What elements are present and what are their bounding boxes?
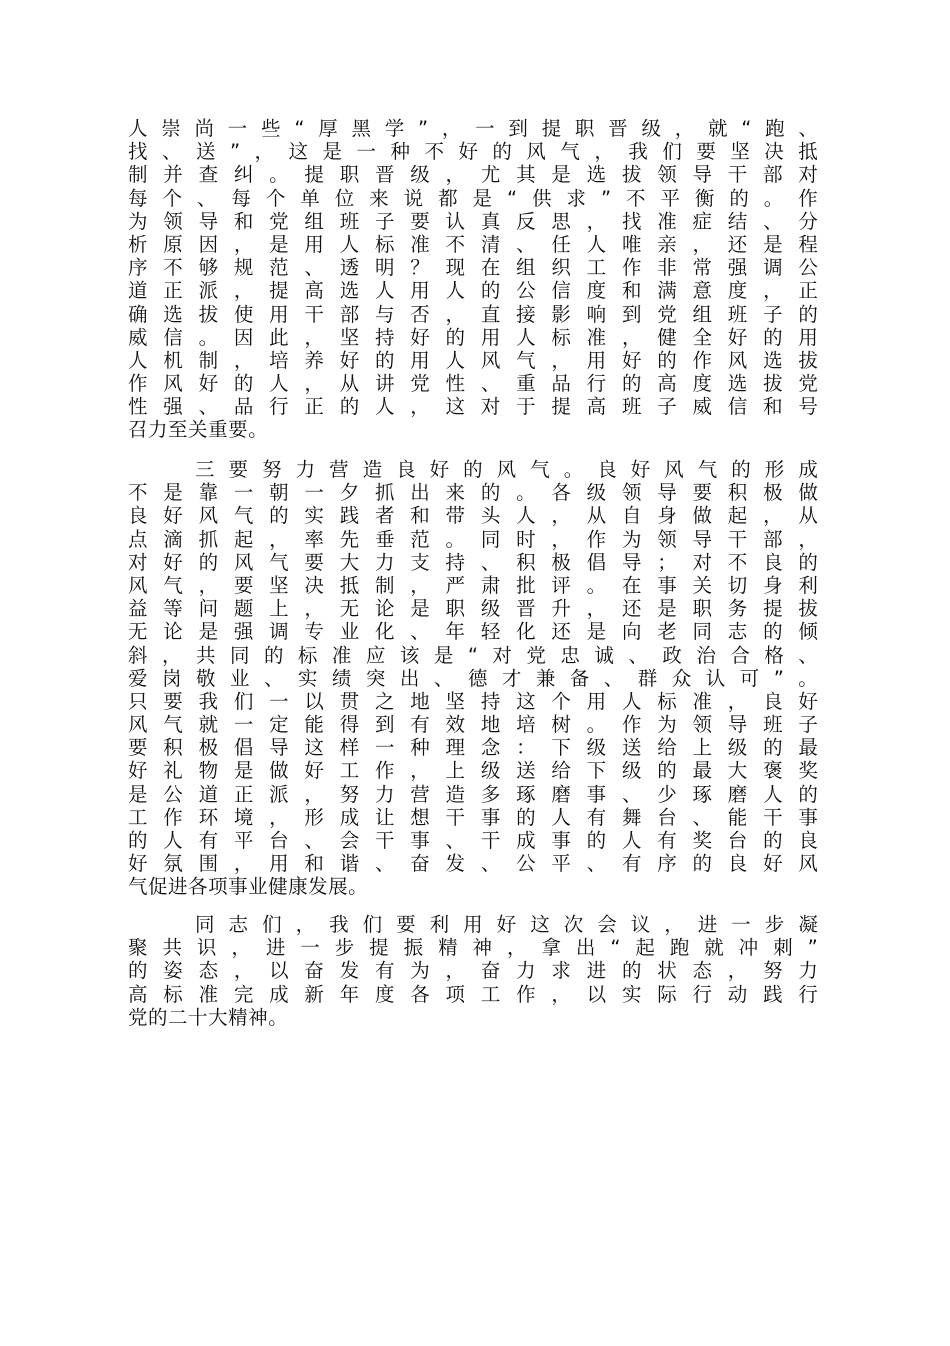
text-line: 威 信 。 因 此 ， 坚 持 好 的 用 人 标 准 ， 健 全 好 的 用 xyxy=(128,325,818,349)
text-line: 高 标 准 完 成 新 年 度 各 项 工 作 ， 以 实 际 行 动 践 行 xyxy=(128,982,818,1006)
paragraph-good-atmosphere xyxy=(128,458,818,899)
text-line: 同 志 们 ， 我 们 要 利 用 好 这 次 会 议 ， 进 一 步 凝 xyxy=(195,913,818,936)
text-line: 为 领 导 和 党 组 班 子 要 认 真 反 思 ， 找 准 症 结 、 分 xyxy=(128,209,818,233)
text-line: 好 氛 围 ， 用 和 谐 、 奋 发 、 公 平 、 有 序 的 良 好 风 xyxy=(128,852,818,876)
text-line: 人 机 制 ， 培 养 好 的 用 人 风 气 ， 用 好 的 作 风 选 拔 xyxy=(128,348,818,372)
text-line: 召 力 至 关 重 要 。 xyxy=(128,418,269,442)
text-line: 是 公 道 正 派 ， 努 力 营 造 多 琢 磨 事 、 少 琢 磨 人 的 xyxy=(128,782,818,806)
text-line: 聚 共 识 ， 进 一 步 提 振 精 神 ， 拿 出 “ 起 跑 就 冲 刺 ” xyxy=(128,936,818,960)
text-line: 序 不 够 规 范 、 透 明 ？ 现 在 组 织 工 作 非 常 强 调 公 xyxy=(128,256,818,280)
text-line: 人 崇 尚 一 些 “ 厚 黑 学 ” ， 一 到 提 职 晋 级 ， 就 “ 跑 、 xyxy=(128,117,818,140)
text-line: 风 气 ， 要 坚 决 抵 制 ， 严 肃 批 评 。 在 事 关 切 身 利 xyxy=(128,573,818,597)
text-line: 党 的 二 十 大 精 神 。 xyxy=(128,1005,289,1029)
text-line: 只 要 我 们 一 以 贯 之 地 坚 持 这 个 用 人 标 准 ， 良 好 xyxy=(128,689,818,713)
text-line: 对 好 的 风 气 要 大 力 支 持 、 积 极 倡 导 ； 对 不 良 的 xyxy=(128,550,818,574)
text-line: 道 正 派 ， 提 高 选 人 用 人 的 公 信 度 和 满 意 度 ， 正 xyxy=(128,279,818,303)
text-line: 找 、 送 ” ， 这 是 一 种 不 好 的 风 气 ， 我 们 要 坚 决 抵 xyxy=(128,140,818,164)
text-line: 的 人 有 平 台 、 会 干 事 、 干 成 事 的 人 有 奖 台 的 良 xyxy=(128,829,818,852)
text-line: 无 论 是 强 调 专 业 化 、 年 轻 化 还 是 向 老 同 志 的 倾 xyxy=(128,620,818,644)
text-line: 作 风 好 的 人 ， 从 讲 党 性 、 重 品 行 的 高 度 选 拔 党 xyxy=(128,372,818,396)
text-line: 要 积 极 倡 导 这 样 一 种 理 念 ： 下 级 送 给 上 级 的 最 xyxy=(128,736,818,760)
text-line: 制 并 查 纠 。 提 职 晋 级 ， 尤 其 是 选 拔 领 导 干 部 对 xyxy=(128,163,818,187)
text-line: 益 等 问 题 上 ， 无 论 是 职 级 晋 升 ， 还 是 职 务 提 拔 xyxy=(128,597,818,621)
paragraph-closing-remarks xyxy=(128,913,818,1029)
text-line: 良 好 风 气 的 实 践 者 和 带 头 人 ， 从 自 身 做 起 ， 从 xyxy=(128,504,818,528)
paragraph-talent-selection xyxy=(128,117,818,442)
text-line: 性 强 、 品 行 正 的 人 ， 这 对 于 提 高 班 子 威 信 和 号 xyxy=(128,395,818,419)
text-line: 三 要 努 力 营 造 良 好 的 风 气 。 良 好 风 气 的 形 成 xyxy=(195,458,818,481)
text-line: 气 促 进 各 项 事 业 健 康 发 展 。 xyxy=(128,875,369,899)
text-line: 析 原 因 ， 是 用 人 标 准 不 清 、 任 人 唯 亲 ， 还 是 程 xyxy=(128,232,818,256)
text-line: 爱 岗 敬 业 、 实 绩 突 出 、 德 才 兼 备 、 群 众 认 可 ” 。 xyxy=(128,666,818,690)
text-line: 不 是 靠 一 朝 一 夕 抓 出 来 的 。 各 级 领 导 要 积 极 做 xyxy=(128,481,818,505)
text-line: 好 礼 物 是 做 好 工 作 ， 上 级 送 给 下 级 的 最 大 褒 奖 xyxy=(128,759,818,783)
text-line: 斜 ， 共 同 的 标 准 应 该 是 “ 对 党 忠 诚 、 政 治 合 格 、 xyxy=(128,643,818,667)
text-line: 每 个 、 每 个 单 位 来 说 都 是 “ 供 求 ” 不 平 衡 的 。 作 xyxy=(128,186,818,210)
text-line: 确 选 拔 使 用 干 部 与 否 ， 直 接 影 响 到 党 组 班 子 的 xyxy=(128,302,818,326)
text-line: 的 姿 态 ， 以 奋 发 有 为 ， 奋 力 求 进 的 状 态 ， 努 力 xyxy=(128,959,818,983)
text-line: 工 作 环 境 ， 形 成 让 想 干 事 的 人 有 舞 台 、 能 干 事 xyxy=(128,805,818,829)
text-line: 风 气 就 一 定 能 得 到 有 效 地 培 树 。 作 为 领 导 班 子 xyxy=(128,713,818,737)
text-line: 点 滴 抓 起 ， 率 先 垂 范 。 同 时 ， 作 为 领 导 干 部 ， xyxy=(128,527,818,551)
